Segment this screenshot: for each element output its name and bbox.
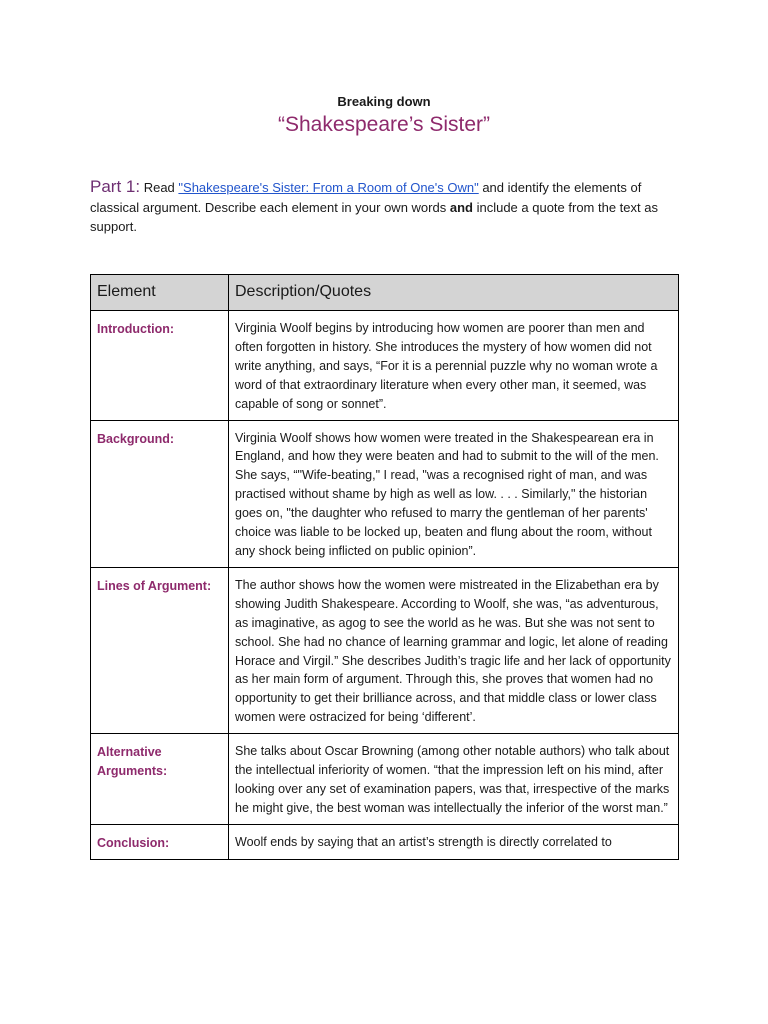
header-element: Element xyxy=(91,275,229,311)
instructions-text: and identify the elements of classical argument. Describe each element in your own words xyxy=(90,180,642,215)
document-subtitle: Breaking down xyxy=(337,94,431,109)
header-description: Description/Quotes xyxy=(229,275,679,311)
element-cell: Conclusion: xyxy=(91,824,229,859)
table-row xyxy=(91,567,679,733)
element-cell: Lines of Argument: xyxy=(91,567,229,733)
description-cell: The author shows how the women were mistreated in the Elizabethan era by showing Judith Shakespeare. According to Woolf, she was, “as adventurous, as imaginative, as agog to see the world as he was. But she was not sent to school. She had no chance of learning grammar and logic, let alone of reading Horace and Virgil.” She describes Judith’s tragic life and her lack of opportunity as her main form of argument. Through this, she proves that women had no opportunity to get their brilliance across, and that middle class or lower class women were ostracized for being ‘different’. xyxy=(229,567,679,733)
table-row xyxy=(91,824,679,859)
source-link[interactable]: "Shakespeare's Sister: From a Room of One's Own" xyxy=(178,180,479,195)
element-cell: Background: xyxy=(91,420,229,567)
element-cell: Introduction: xyxy=(91,311,229,421)
instructions-paragraph xyxy=(90,177,690,237)
description-cell: She talks about Oscar Browning (among other notable authors) who talk about the intellectual inferiority of women. “that the impression left on his mind, after looking over any set of examination papers, was that, irrespective of the marks he might give, the best woman was intellectually the inferior of the worst man.” xyxy=(229,734,679,825)
table-row xyxy=(91,420,679,567)
read-text: Read xyxy=(140,180,179,195)
argument-table xyxy=(90,274,679,860)
table-header-row xyxy=(91,275,679,311)
part-label: Part 1: xyxy=(90,177,141,196)
description-cell: Virginia Woolf begins by introducing how women are poorer than men and often forgotten in history. She introduces the mystery of how women did not write anything, and says, “For it is a perennial puzzle why no woman wrote a word of that extraordinary literature when every other man, it seemed, was capable of song or sonnet”. xyxy=(229,311,679,421)
table-row xyxy=(91,734,679,825)
instructions-bold-and: and xyxy=(449,199,473,215)
instructions-text-end: include a quote from the text as support. xyxy=(90,199,658,234)
element-cell: Alternative Arguments: xyxy=(91,734,229,825)
document-title: “Shakespeare’s Sister” xyxy=(277,113,491,136)
description-cell: Virginia Woolf shows how women were treated in the Shakespearean era in England, and how they were beaten and had to submit to the will of the men. She says, “"Wife-beating," I read, "was a recognised right of man, and was practised without shame by high as well as low. . . . Similarly," the historian goes on, "the daughter who refused to marry the gentleman of her parents' choice was liable to be locked up, beaten and flung about the room, without any shock being inflicted on public opinion”. xyxy=(229,420,679,567)
table-row xyxy=(91,311,679,421)
description-cell: Woolf ends by saying that an artist’s strength is directly correlated to xyxy=(229,824,679,859)
